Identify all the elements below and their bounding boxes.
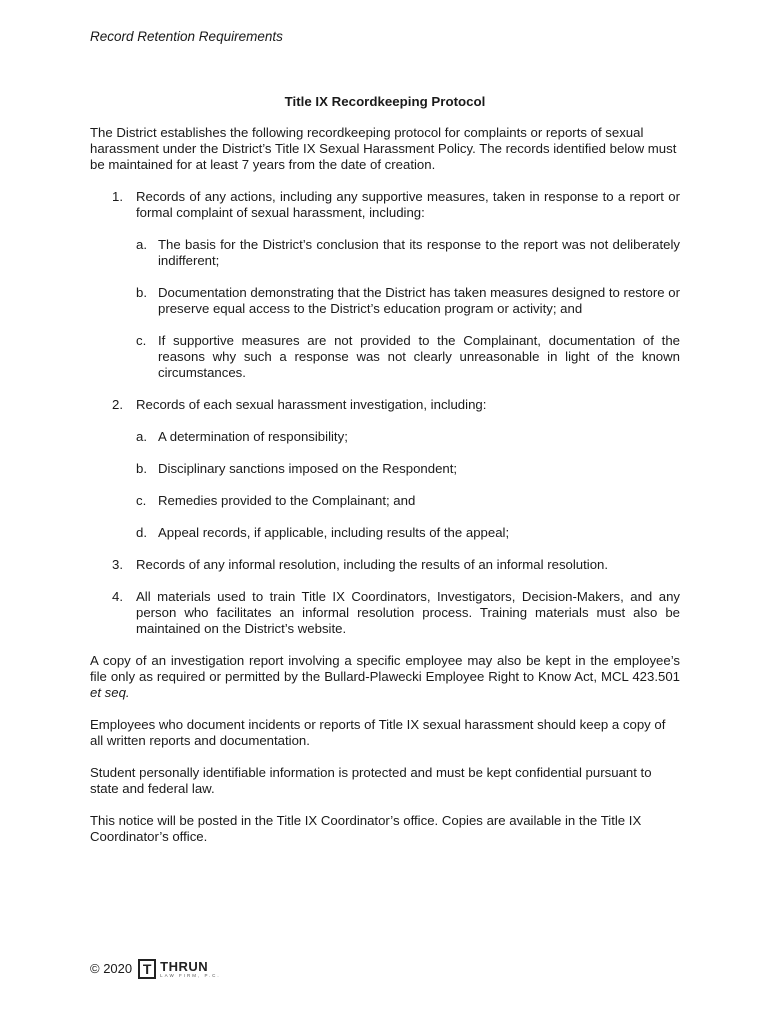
intro-paragraph: The District establishes the following recordkeeping protocol for complaints or reports of sexual harassment under the District’s Title IX Sexual Harassment Policy. The records identified below must be maintained for at least 7 years from the date of creation. — [90, 125, 677, 172]
sub-item-letter: b. — [136, 285, 147, 300]
employee-docs-paragraph: Employees who document incidents or reports of Title IX sexual harassment should keep a copy of all written reports and documentation. — [90, 717, 666, 748]
sub-item-letter: b. — [136, 461, 147, 476]
employee-file-paragraph — [90, 653, 680, 701]
sub-item-letter: d. — [136, 525, 147, 540]
logo-mark-icon: T — [138, 959, 156, 979]
sub-list-item — [136, 285, 680, 317]
sub-item-text: A determination of responsibility; — [158, 429, 348, 444]
sub-list-item — [136, 429, 680, 445]
sub-list — [136, 237, 680, 381]
sub-list — [136, 429, 680, 541]
running-header: Record Retention Requirements — [90, 29, 283, 44]
sub-item-letter: a. — [136, 237, 147, 252]
firm-logo — [138, 959, 221, 979]
notice-paragraph: This notice will be posted in the Title IX Coordinator’s office. Copies are available in the Title IX Coordinator’s office. — [90, 813, 642, 844]
item-number: 2. — [112, 397, 123, 412]
sub-list-item — [136, 525, 680, 541]
page-footer — [90, 959, 221, 979]
employee-file-text: A copy of an investigation report involving a specific employee may also be kept in the employee’s file only as required or permitted by the Bullard-Plawecki Employee Right to Know Act, MCL 423.501 — [90, 653, 680, 684]
sub-item-text: Documentation demonstrating that the District has taken measures designed to restore or preserve equal access to the District’s education program or activity; and — [158, 285, 680, 316]
sub-item-letter: c. — [136, 493, 147, 508]
citation-italic: et seq. — [90, 685, 130, 700]
student-info-paragraph: Student personally identifiable information is protected and must be kept confidential pursuant to state and federal law. — [90, 765, 652, 796]
list-item — [90, 397, 680, 541]
logo-name: THRUN — [160, 958, 209, 974]
document-title: Title IX Recordkeeping Protocol — [284, 94, 486, 109]
document-body — [90, 94, 680, 861]
sub-item-letter: c. — [136, 333, 147, 348]
item-text: Records of any informal resolution, including the results of an informal resolution. — [136, 557, 609, 572]
sub-list-item — [136, 237, 680, 269]
item-number: 4. — [112, 589, 123, 604]
copyright-text: © 2020 — [90, 961, 133, 976]
list-item — [90, 589, 680, 637]
sub-item-text: If supportive measures are not provided to the Complainant, documentation of the reasons why such a response was not clearly unreasonable in light of the known circumstances. — [158, 333, 680, 380]
sub-list-item — [136, 333, 680, 381]
sub-item-text: The basis for the District’s conclusion that its response to the report was not deliberately indifferent; — [158, 237, 680, 268]
sub-list-item — [136, 461, 680, 477]
item-text: Records of any actions, including any supportive measures, taken in response to a report or formal complaint of sexual harassment, including: — [136, 189, 680, 220]
list-item — [90, 189, 680, 381]
item-text: Records of each sexual harassment investigation, including: — [136, 397, 487, 412]
logo-subtitle: LAW FIRM, P.C. — [160, 972, 221, 978]
list-item — [90, 557, 680, 573]
sub-item-text: Disciplinary sanctions imposed on the Respondent; — [158, 461, 458, 476]
sub-item-text: Appeal records, if applicable, including results of the appeal; — [158, 525, 510, 540]
item-number: 3. — [112, 557, 123, 572]
sub-item-text: Remedies provided to the Complainant; and — [158, 493, 416, 508]
sub-item-letter: a. — [136, 429, 147, 444]
item-text: All materials used to train Title IX Coordinators, Investigators, Decision-Makers, and any person who facilitates an informal resolution process. Training materials must also be maintained on the District’s website. — [136, 589, 680, 636]
item-number: 1. — [112, 189, 123, 204]
requirements-list — [90, 189, 680, 637]
sub-list-item — [136, 493, 680, 509]
